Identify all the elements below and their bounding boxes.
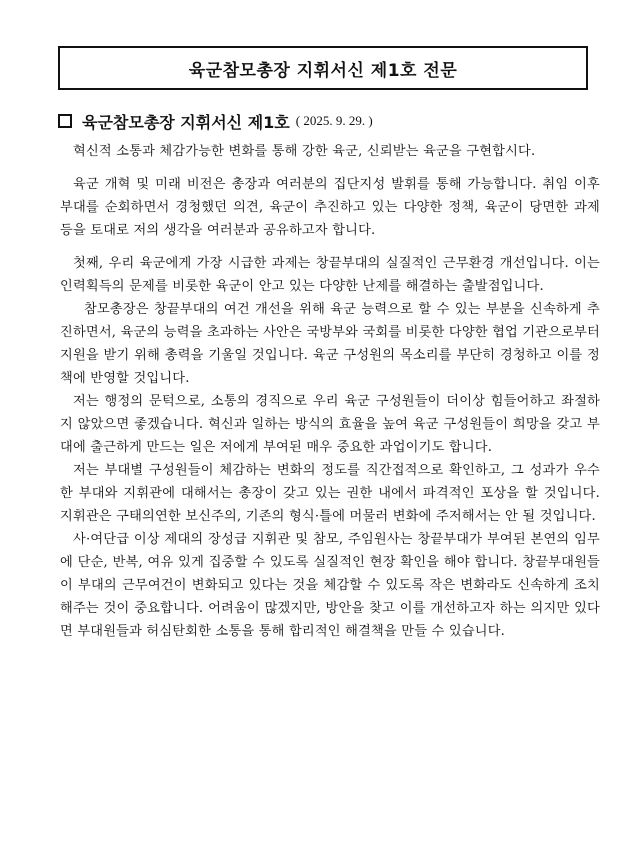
section-heading — [58, 108, 373, 134]
title-box — [58, 46, 588, 90]
paragraph-3: 첫째, 우리 육군에게 가장 시급한 과제는 창끝부대의 실질적인 근무환경 개선입니다. 이는 인력획득의 문제를 비롯한 육군이 안고 있는 다양한 난제를 해결하는 출발점입니다. — [60, 256, 600, 294]
document-body — [60, 140, 600, 643]
checkbox-square-icon — [58, 114, 72, 128]
document-title: 육군참모총장 지휘서신 제1호 전문 — [188, 60, 458, 81]
paragraph-4: 참모총장은 창끝부대의 여건 개선을 위해 육군 능력으로 할 수 있는 부분을 신속하게 추진하면서, 육군의 능력을 초과하는 사안은 국방부와 국회를 비롯한 다양한 협업 기관으로부터 지원을 받기 위해 총력을 기울일 것입니다. 육군 구성원의 목소리를 부단히 경청하고 이를 정책에 반영할 것입니다. — [60, 302, 600, 386]
section-heading-text: 육군참모총장 지휘서신 제1호 — [82, 112, 290, 132]
paragraph-2: 육군 개혁 및 미래 비전은 총장과 여러분의 집단지성 발휘를 통해 가능합니다. 취임 이후 부대를 순회하면서 경청했던 의견, 육군이 추진하고 있는 다양한 정책, 육군이 당면한 과제 등을 토대로 저의 생각을 여러분과 공유하고자 합니다. — [60, 177, 600, 238]
paragraph-5: 저는 행정의 문턱으로, 소통의 경직으로 우리 육군 구성원들이 더이상 힘들어하고 좌절하지 않았으면 좋겠습니다. 혁신과 일하는 방식의 효율을 높여 육군 구성원들이 희망을 갖고 부대에 출근하게 만드는 일은 저에게 부여된 매우 중요한 과업이기도 합니다. — [60, 394, 600, 455]
paragraph-1: 혁신적 소통과 체감가능한 변화를 통해 강한 육군, 신뢰받는 육군을 구현합시다. — [73, 144, 536, 159]
paragraph-7: 사·여단급 이상 제대의 장성급 지휘관 및 참모, 주임원사는 창끝부대가 부여된 본연의 임무에 단순, 반복, 여유 있게 집중할 수 있도록 실질적인 현장 확인을 해야 합니다. 창끝부대원들이 부대의 근무여건이 변화되고 있다는 것을 체감할 수 있도록 작은 변화라도 신속하게 조치해주는 것이 중요합니다. 어려움이 많겠지만, 방안을 찾고 이를 개선하고자 하는 의지만 있다면 부대원들과 허심탄회한 소통을 통해 합리적인 해결책을 만들 수 있습니다. — [60, 532, 600, 639]
section-heading-date: ( 2025. 9. 29. ) — [295, 113, 373, 128]
paragraph-6: 저는 부대별 구성원들이 체감하는 변화의 정도를 직간접적으로 확인하고, 그 성과가 우수한 부대와 지휘관에 대해서는 총장이 갖고 있는 권한 내에서 파격적인 포상을 할 것입니다. 지휘관은 구태의연한 보신주의, 기존의 형식·틀에 머물러 변화에 주저해서는 안 될 것입니다. — [60, 463, 600, 524]
